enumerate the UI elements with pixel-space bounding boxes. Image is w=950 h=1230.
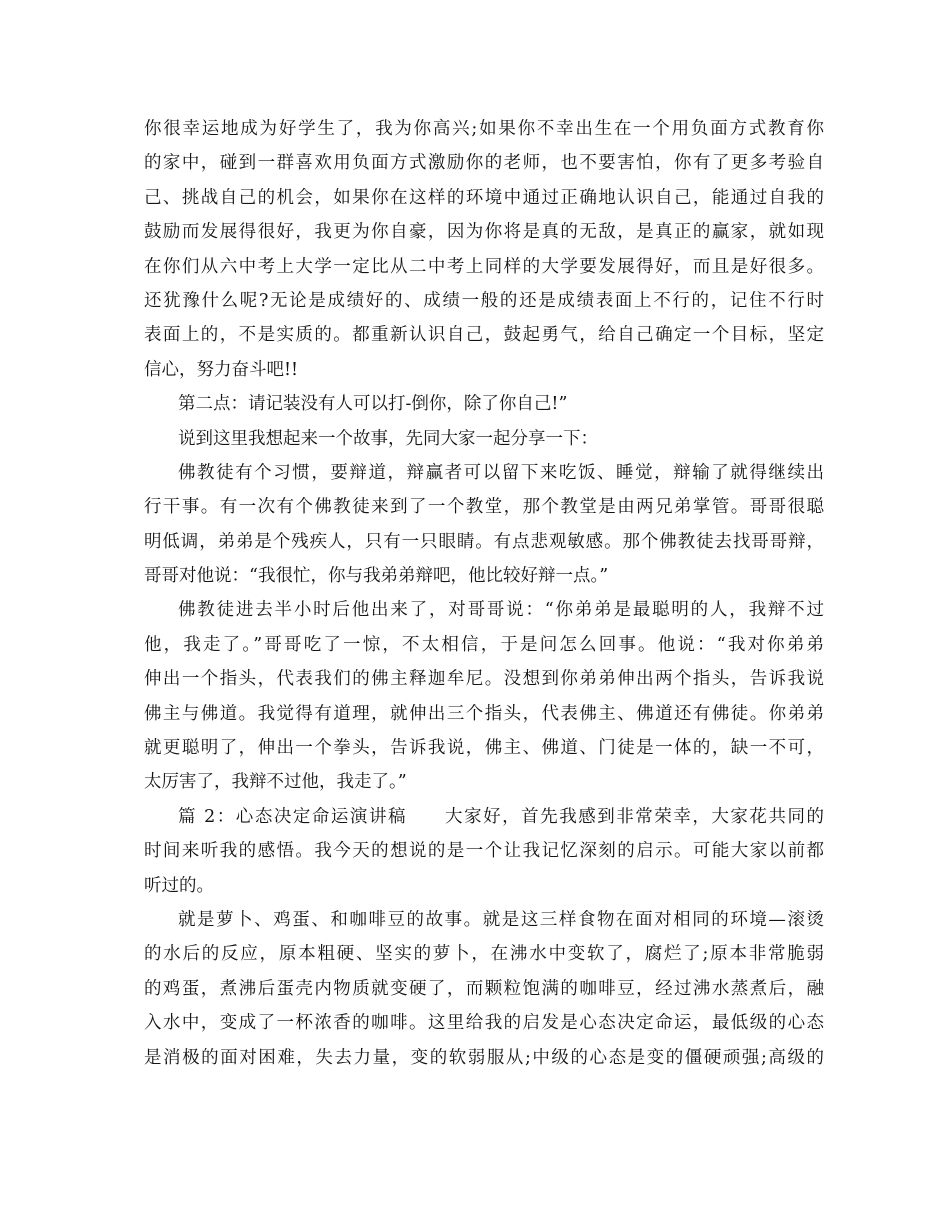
text-line: 还犹豫什么呢?无论是成绩好的、成绩一般的还是成绩表面上不行的，记住不行时 [144,290,824,311]
text-line: 入水中，变成了一杯浓香的咖啡。这里给我的启发是心态决定命运，最低级的心态 [144,1013,824,1034]
article-heading-line: 篇 2：心态决定命运演讲稿 大家好，首先我感到非常荣幸，大家花共同的 [178,806,824,827]
text-line: 信心，努力奋斗吧!! [144,359,299,380]
text-line: 是消极的面对困难，失去力量，变的软弱服从;中级的心态是变的僵硬顽强;高级的 [144,1047,824,1068]
text-line: 伸出一个指头，代表我们的佛主释迦牟尼。没想到你弟弟伸出两个指头，告诉我说 [144,669,824,690]
text-line: 佛教徒有个习惯，要辩道，辩赢者可以留下来吃饭、睡觉，辩输了就得继续出 [178,462,824,483]
text-line: 的鸡蛋，煮沸后蛋壳内物质就变硬了，而颗粒饱满的咖啡豆，经过沸水蒸煮后，融 [144,978,824,999]
text-line: 时间来听我的感悟。我今天的想说的是一个让我记忆深刻的启示。可能大家以前都 [144,841,824,862]
text-line: 佛教徒进去半小时后他出来了，对哥哥说：“你弟弟是最聪明的人，我辩不过 [178,600,824,621]
text-line: 他，我走了。”哥哥吃了一惊，不太相信，于是问怎么回事。他说：“我对你弟弟 [144,634,824,655]
text-line: 你很幸运地成为好学生了，我为你高兴;如果你不幸出生在一个用负面方式教育你 [144,119,824,139]
text-line: 就是萝卜、鸡蛋、和咖啡豆的故事。就是这三样食物在面对相同的环境—滚烫 [178,909,824,930]
text-line: 说到这里我想起来一个故事，先同大家一起分享一下： [178,428,598,449]
text-line: 的家中，碰到一群喜欢用负面方式激励你的老师，也不要害怕，你有了更多考验自 [144,153,824,174]
text-line: 表面上的，不是实质的。都重新认识自己，鼓起勇气，给自己确定一个目标，坚定 [144,325,824,346]
text-line: 就更聪明了，伸出一个拳头，告诉我说，佛主、佛道、门徒是一体的，缺一不可， [144,738,824,759]
text-line: 佛主与佛道。我觉得有道理，就伸出三个指头，代表佛主、佛道还有佛徒。你弟弟 [144,703,824,724]
section-heading: 第二点：请记装没有人可以打-倒你，除了你自己!” [178,394,568,415]
text-line: 的水后的反应，原本粗硬、坚实的萝卜，在沸水中变软了，腐烂了;原本非常脆弱 [144,944,824,965]
text-line: 鼓励而发展得很好，我更为你自豪，因为你将是真的无敌，是真正的赢家，就如现 [144,222,824,243]
document-body [144,112,824,1075]
text-line: 太厉害了，我辩不过他，我走了。” [144,772,407,793]
text-line: 哥哥对他说：“我很忙，你与我弟弟辩吧，他比较好辩一点。” [144,566,609,587]
text-line: 听过的。 [144,875,214,896]
text-line: 明低调，弟弟是个残疾人，只有一只眼睛。有点悲观敏感。那个佛教徒去找哥哥辩， [144,531,824,552]
text-line: 己、挑战自己的机会，如果你在这样的环境中通过正确地认识自己，能通过自我的 [144,187,824,208]
text-line: 行干事。有一次有个佛教徒来到了一个教堂，那个教堂是由两兄弟掌管。哥哥很聪 [144,497,824,518]
text-line: 在你们从六中考上大学一定比从二中考上同样的大学要发展得好，而且是好很多。 [144,256,824,277]
